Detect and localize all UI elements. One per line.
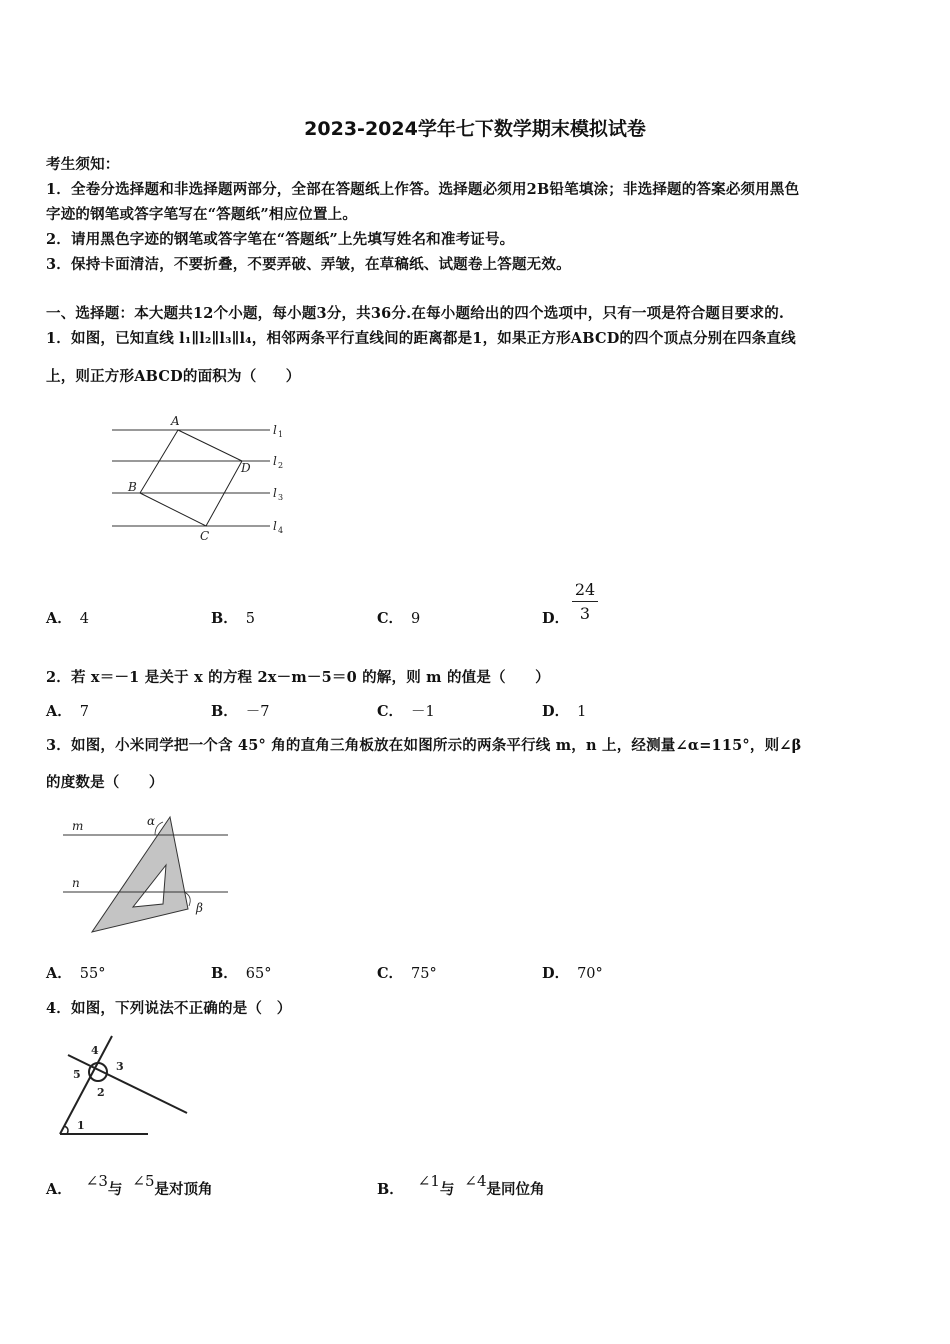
q4-label-1: 1 bbox=[77, 1119, 85, 1132]
notice-heading: 考生须知： bbox=[46, 156, 120, 173]
notice-item-2: 2．请用黑色字迹的钢笔或答字笔在“答题纸”上先填写姓名和准考证号。 bbox=[46, 231, 515, 248]
q4-option-a-key: A． bbox=[46, 1181, 72, 1198]
page-title: 2023-2024学年七下数学期末模拟试卷 bbox=[304, 118, 646, 140]
q3-option-a[interactable] bbox=[46, 962, 105, 983]
q3-option-a-key: A． bbox=[46, 965, 72, 982]
q4-option-b[interactable] bbox=[377, 1166, 545, 1199]
q1-option-a-key: A． bbox=[46, 610, 72, 627]
q4-option-a-mid: 与 bbox=[107, 1181, 123, 1198]
q2-option-a[interactable] bbox=[46, 700, 89, 721]
q4-option-b-tail: 是同位角 bbox=[486, 1181, 545, 1198]
q3-option-b[interactable] bbox=[211, 962, 271, 983]
q2-option-c[interactable] bbox=[377, 700, 435, 721]
q3-option-d-value: 70° bbox=[577, 966, 603, 982]
q1-option-c-key: C． bbox=[377, 610, 404, 627]
q2-option-c-key: C． bbox=[377, 703, 404, 720]
q2-option-a-key: A． bbox=[46, 703, 72, 720]
q1-option-a[interactable] bbox=[46, 607, 89, 628]
q4-label-3: 3 bbox=[116, 1060, 124, 1073]
q4-option-b-angle1: ∠1 bbox=[417, 1172, 440, 1190]
q2-stem: 2．若 x＝－1 是关于 x 的方程 2x－m－5＝0 的解，则 m 的值是（ ） bbox=[46, 669, 550, 686]
q1-option-d[interactable] bbox=[542, 607, 569, 628]
q3-option-b-key: B． bbox=[211, 965, 238, 982]
q2-option-d-key: D． bbox=[542, 703, 570, 720]
q1-stem-line2: 上，则正方形ABCD的面积为（ ） bbox=[46, 368, 301, 385]
q1-label-l3: l bbox=[273, 486, 277, 500]
q3-option-d-key: D． bbox=[542, 965, 570, 982]
q4-label-5: 5 bbox=[73, 1068, 81, 1081]
q1-option-a-value: 4 bbox=[79, 611, 89, 627]
q4-option-b-mid: 与 bbox=[439, 1181, 455, 1198]
q1-option-d-denominator: 3 bbox=[579, 604, 591, 623]
q2-option-b-key: B． bbox=[211, 703, 238, 720]
q1-option-d-key: D． bbox=[542, 610, 570, 627]
notice-item-1: 1．全卷分选择题和非选择题两部分，全部在答题纸上作答。选择题必须用2B铅笔填涂；非选择题的答案必须用黑色 bbox=[46, 181, 800, 198]
q1-label-b: B bbox=[128, 480, 137, 494]
q1-option-b-value: 5 bbox=[245, 611, 255, 627]
q3-stem-line2: 的度数是（ ） bbox=[46, 774, 164, 791]
q2-option-c-value: －1 bbox=[411, 704, 435, 720]
q1-sub-2: 2 bbox=[278, 461, 284, 470]
q3-label-alpha: α bbox=[147, 814, 156, 828]
q1-label-l1: l bbox=[273, 423, 277, 437]
q3-option-c-key: C． bbox=[377, 965, 404, 982]
q4-option-a-angle1: ∠3 bbox=[85, 1172, 108, 1190]
q3-option-b-value: 65° bbox=[245, 966, 272, 982]
q4-option-a-angle2: ∠5 bbox=[132, 1172, 155, 1190]
q1-label-a: A bbox=[171, 414, 180, 428]
q3-option-c[interactable] bbox=[377, 962, 437, 983]
q1-option-d-fraction bbox=[572, 580, 598, 623]
q1-figure bbox=[100, 410, 300, 550]
section-heading: 一、选择题：本大题共12个小题，每小题3分，共36分.在每小题给出的四个选项中，只有一项是符合题目要求的. bbox=[46, 305, 785, 322]
q1-label-l2: l bbox=[273, 454, 277, 468]
notice-item-3: 3．保持卡面清洁，不要折叠，不要弄破、弄皱，在草稿纸、试题卷上答题无效。 bbox=[46, 256, 571, 273]
q3-figure bbox=[55, 808, 245, 936]
q2-option-b[interactable] bbox=[211, 700, 270, 721]
q2-option-d-value: 1 bbox=[577, 704, 587, 720]
q1-sub-1: 1 bbox=[278, 430, 284, 439]
q4-option-a-tail: 是对顶角 bbox=[154, 1181, 213, 1198]
q3-stem-line1: 3．如图，小米同学把一个含 45° 角的直角三角板放在如图所示的两条平行线 m，n 上，经测量∠α=115°，则∠β bbox=[46, 737, 802, 754]
q1-option-c[interactable] bbox=[377, 607, 420, 628]
q4-option-b-angle2: ∠4 bbox=[464, 1172, 487, 1190]
q1-option-c-value: 9 bbox=[411, 611, 421, 627]
q3-option-c-value: 75° bbox=[411, 966, 437, 982]
q2-option-b-value: －7 bbox=[245, 704, 270, 720]
q1-sub-3: 3 bbox=[278, 493, 284, 502]
q4-option-a[interactable] bbox=[46, 1166, 213, 1199]
q3-label-beta: β bbox=[196, 901, 203, 915]
q1-label-c: C bbox=[200, 529, 210, 543]
q1-label-d: D bbox=[241, 461, 251, 475]
q4-label-4: 4 bbox=[91, 1044, 99, 1057]
q1-stem-line1: 1．如图，已知直线 l₁∥l₂∥l₃∥l₄，相邻两条平行直线间的距离都是1，如果正方形ABCD的四个顶点分别在四条直线 bbox=[46, 330, 796, 347]
q1-option-b-key: B． bbox=[211, 610, 238, 627]
q3-label-m: m bbox=[72, 819, 84, 833]
q4-stem: 4．如图，下列说法不正确的是（ ） bbox=[46, 1000, 292, 1017]
q4-label-2: 2 bbox=[97, 1086, 105, 1099]
q1-option-b[interactable] bbox=[211, 607, 255, 628]
q3-option-d[interactable] bbox=[542, 962, 603, 983]
q4-option-b-key: B． bbox=[377, 1181, 404, 1198]
q2-option-a-value: 7 bbox=[79, 704, 89, 720]
q1-label-l4: l bbox=[273, 519, 277, 533]
notice-item-1-cont: 字迹的钢笔或答字笔写在“答题纸”相应位置上。 bbox=[46, 206, 358, 223]
q1-sub-4: 4 bbox=[278, 526, 284, 535]
q1-option-d-numerator: 24 bbox=[574, 580, 596, 599]
q3-option-a-value: 55° bbox=[79, 966, 106, 982]
q2-option-d[interactable] bbox=[542, 700, 586, 721]
q4-figure bbox=[50, 1030, 200, 1142]
q3-label-n: n bbox=[72, 876, 80, 890]
